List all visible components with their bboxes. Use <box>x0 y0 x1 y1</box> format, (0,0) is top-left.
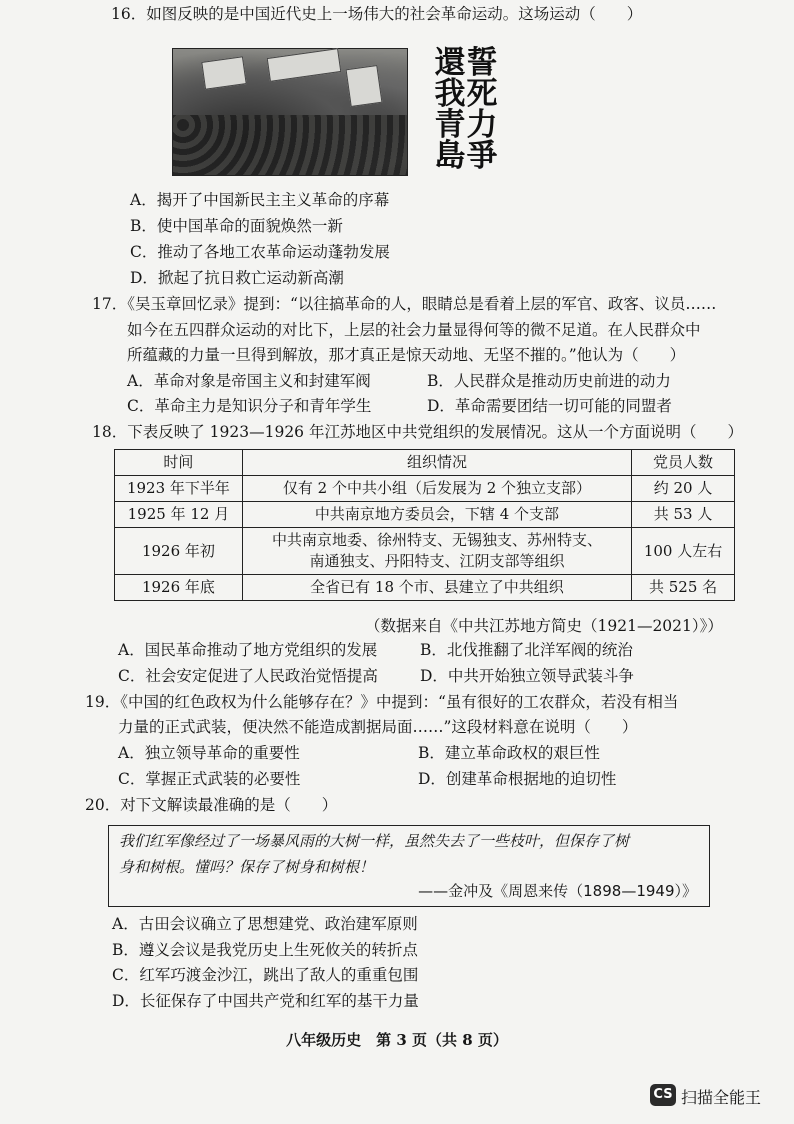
q16-option-d[interactable]: D．掀起了抗日救亡运动新高潮 <box>130 269 344 287</box>
slogan-left: 還我青島 <box>434 45 466 174</box>
cell-organization: 中共南京地方委员会，下辖 4 个支部 <box>242 502 631 528</box>
q18-option-b[interactable]: B．北伐推翻了北洋军阀的统治 <box>420 641 633 659</box>
q18-option-a[interactable]: A．国民革命推动了地方党组织的发展 <box>118 641 378 659</box>
table-row <box>115 502 735 528</box>
q20-option-b[interactable]: B．遵义会议是我党历史上生死攸关的转折点 <box>112 941 418 959</box>
q17-stem-line3: 所蕴藏的力量一旦得到解放，那才真正是惊天动地、无坚不摧的。”他认为（ ） <box>127 346 686 364</box>
q19-stem-line1: 19．《中国的红色政权为什么能够存在？》中提到：“虽有很好的工农群众，若没有相当 <box>85 693 679 711</box>
q16-option-b[interactable]: B．使中国革命的面貌焕然一新 <box>130 217 343 235</box>
table-source: （数据来自《中共江苏地方简史（1921—2021）》） <box>365 617 723 635</box>
header-time: 时间 <box>115 450 243 476</box>
table-header-row <box>115 450 735 476</box>
cell-organization: 仅有 2 个中共小组（后发展为 2 个独立支部） <box>242 476 631 502</box>
cell-organization <box>242 528 631 575</box>
header-members: 党员人数 <box>632 450 735 476</box>
cell-members: 约 20 人 <box>632 476 735 502</box>
cell-time: 1923 年下半年 <box>115 476 243 502</box>
quote-line2: 身和树根。懂吗？保存了树身和树根！ <box>119 858 375 876</box>
q16-option-c[interactable]: C．推动了各地工农革命运动蓬勃发展 <box>130 243 390 261</box>
q19-stem-line2: 力量的正式武装，便决然不能造成割据局面……”这段材料意在说明（ ） <box>118 718 638 736</box>
header-organization: 组织情况 <box>242 450 631 476</box>
q20-option-c[interactable]: C．红军巧渡金沙江，跳出了敌人的重重包围 <box>112 966 419 984</box>
q19-option-d[interactable]: D．创建革命根据地的迫切性 <box>418 770 617 788</box>
q17-option-d[interactable]: D．革命需要团结一切可能的同盟者 <box>427 397 672 415</box>
camscanner-label: 扫描全能王 <box>681 1088 762 1107</box>
table-row <box>115 476 735 502</box>
cell-organization-line2: 南通独支、丹阳特支、江阴支部等组织 <box>309 552 565 570</box>
cell-organization-line1: 中共南京地委、徐州特支、无锡独支、苏州特支、 <box>271 531 602 549</box>
q17-option-c[interactable]: C．革命主力是知识分子和青年学生 <box>127 397 372 415</box>
cell-members: 共 525 名 <box>632 575 735 601</box>
camscanner-logo-icon: CS <box>650 1084 676 1106</box>
cell-members: 共 53 人 <box>632 502 735 528</box>
page-footer: 八年级历史 第 3 页（共 8 页） <box>286 1031 508 1049</box>
q20-option-d[interactable]: D．长征保存了中国共产党和红军的基干力量 <box>112 992 419 1010</box>
slogan-right: 誓死力爭 <box>466 45 498 174</box>
quote-attribution: ——金冲及《周恩来传（1898—1949）》 <box>418 882 697 900</box>
table-row <box>115 528 735 575</box>
q17-stem-line2: 如今在五四群众运动的对比下，上层的社会力量显得何等的微不足道。在人民群众中 <box>127 321 701 339</box>
q17-stem-line1: 17．《吴玉章回忆录》提到：“以往搞革命的人，眼睛总是看着上层的军官、政客、议员…… <box>92 295 717 313</box>
q20-stem: 20．对下文解读最准确的是（ ） <box>85 796 338 814</box>
q20-option-a[interactable]: A．古田会议确立了思想建党、政治建军原则 <box>112 915 418 933</box>
cell-organization: 全省已有 18 个市、县建立了中共组织 <box>242 575 631 601</box>
q19-option-b[interactable]: B．建立革命政权的艰巨性 <box>418 744 600 762</box>
cell-time: 1926 年初 <box>115 528 243 575</box>
q19-option-c[interactable]: C．掌握正式武装的必要性 <box>118 770 301 788</box>
q18-stem: 18．下表反映了 1923—1926 年江苏地区中共党组织的发展情况。这从一个方面说明（ ） <box>92 423 743 441</box>
q18-option-d[interactable]: D．中共开始独立领导武装斗争 <box>420 667 634 685</box>
q19-option-a[interactable]: A．独立领导革命的重要性 <box>118 744 300 762</box>
table-row <box>115 575 735 601</box>
q16-stem: 16．如图反映的是中国近代史上一场伟大的社会革命运动。这场运动（ ） <box>111 5 643 23</box>
cell-time: 1925 年 12 月 <box>115 502 243 528</box>
cell-time: 1926 年底 <box>115 575 243 601</box>
quote-box <box>108 825 710 907</box>
cell-members: 100 人左右 <box>632 528 735 575</box>
q17-option-a[interactable]: A．革命对象是帝国主义和封建军阀 <box>127 372 371 390</box>
q16-option-a[interactable]: A．揭开了中国新民主主义革命的序幕 <box>130 191 390 209</box>
party-organization-table <box>114 449 735 601</box>
quote-line1: 我们红军像经过了一场暴风雨的大树一样，虽然失去了一些枝叶，但保存了树 <box>119 832 630 850</box>
q17-option-b[interactable]: B．人民群众是推动历史前进的动力 <box>427 372 671 390</box>
q18-option-c[interactable]: C．社会安定促进了人民政治觉悟提高 <box>118 667 378 685</box>
may-fourth-photo <box>172 48 408 176</box>
